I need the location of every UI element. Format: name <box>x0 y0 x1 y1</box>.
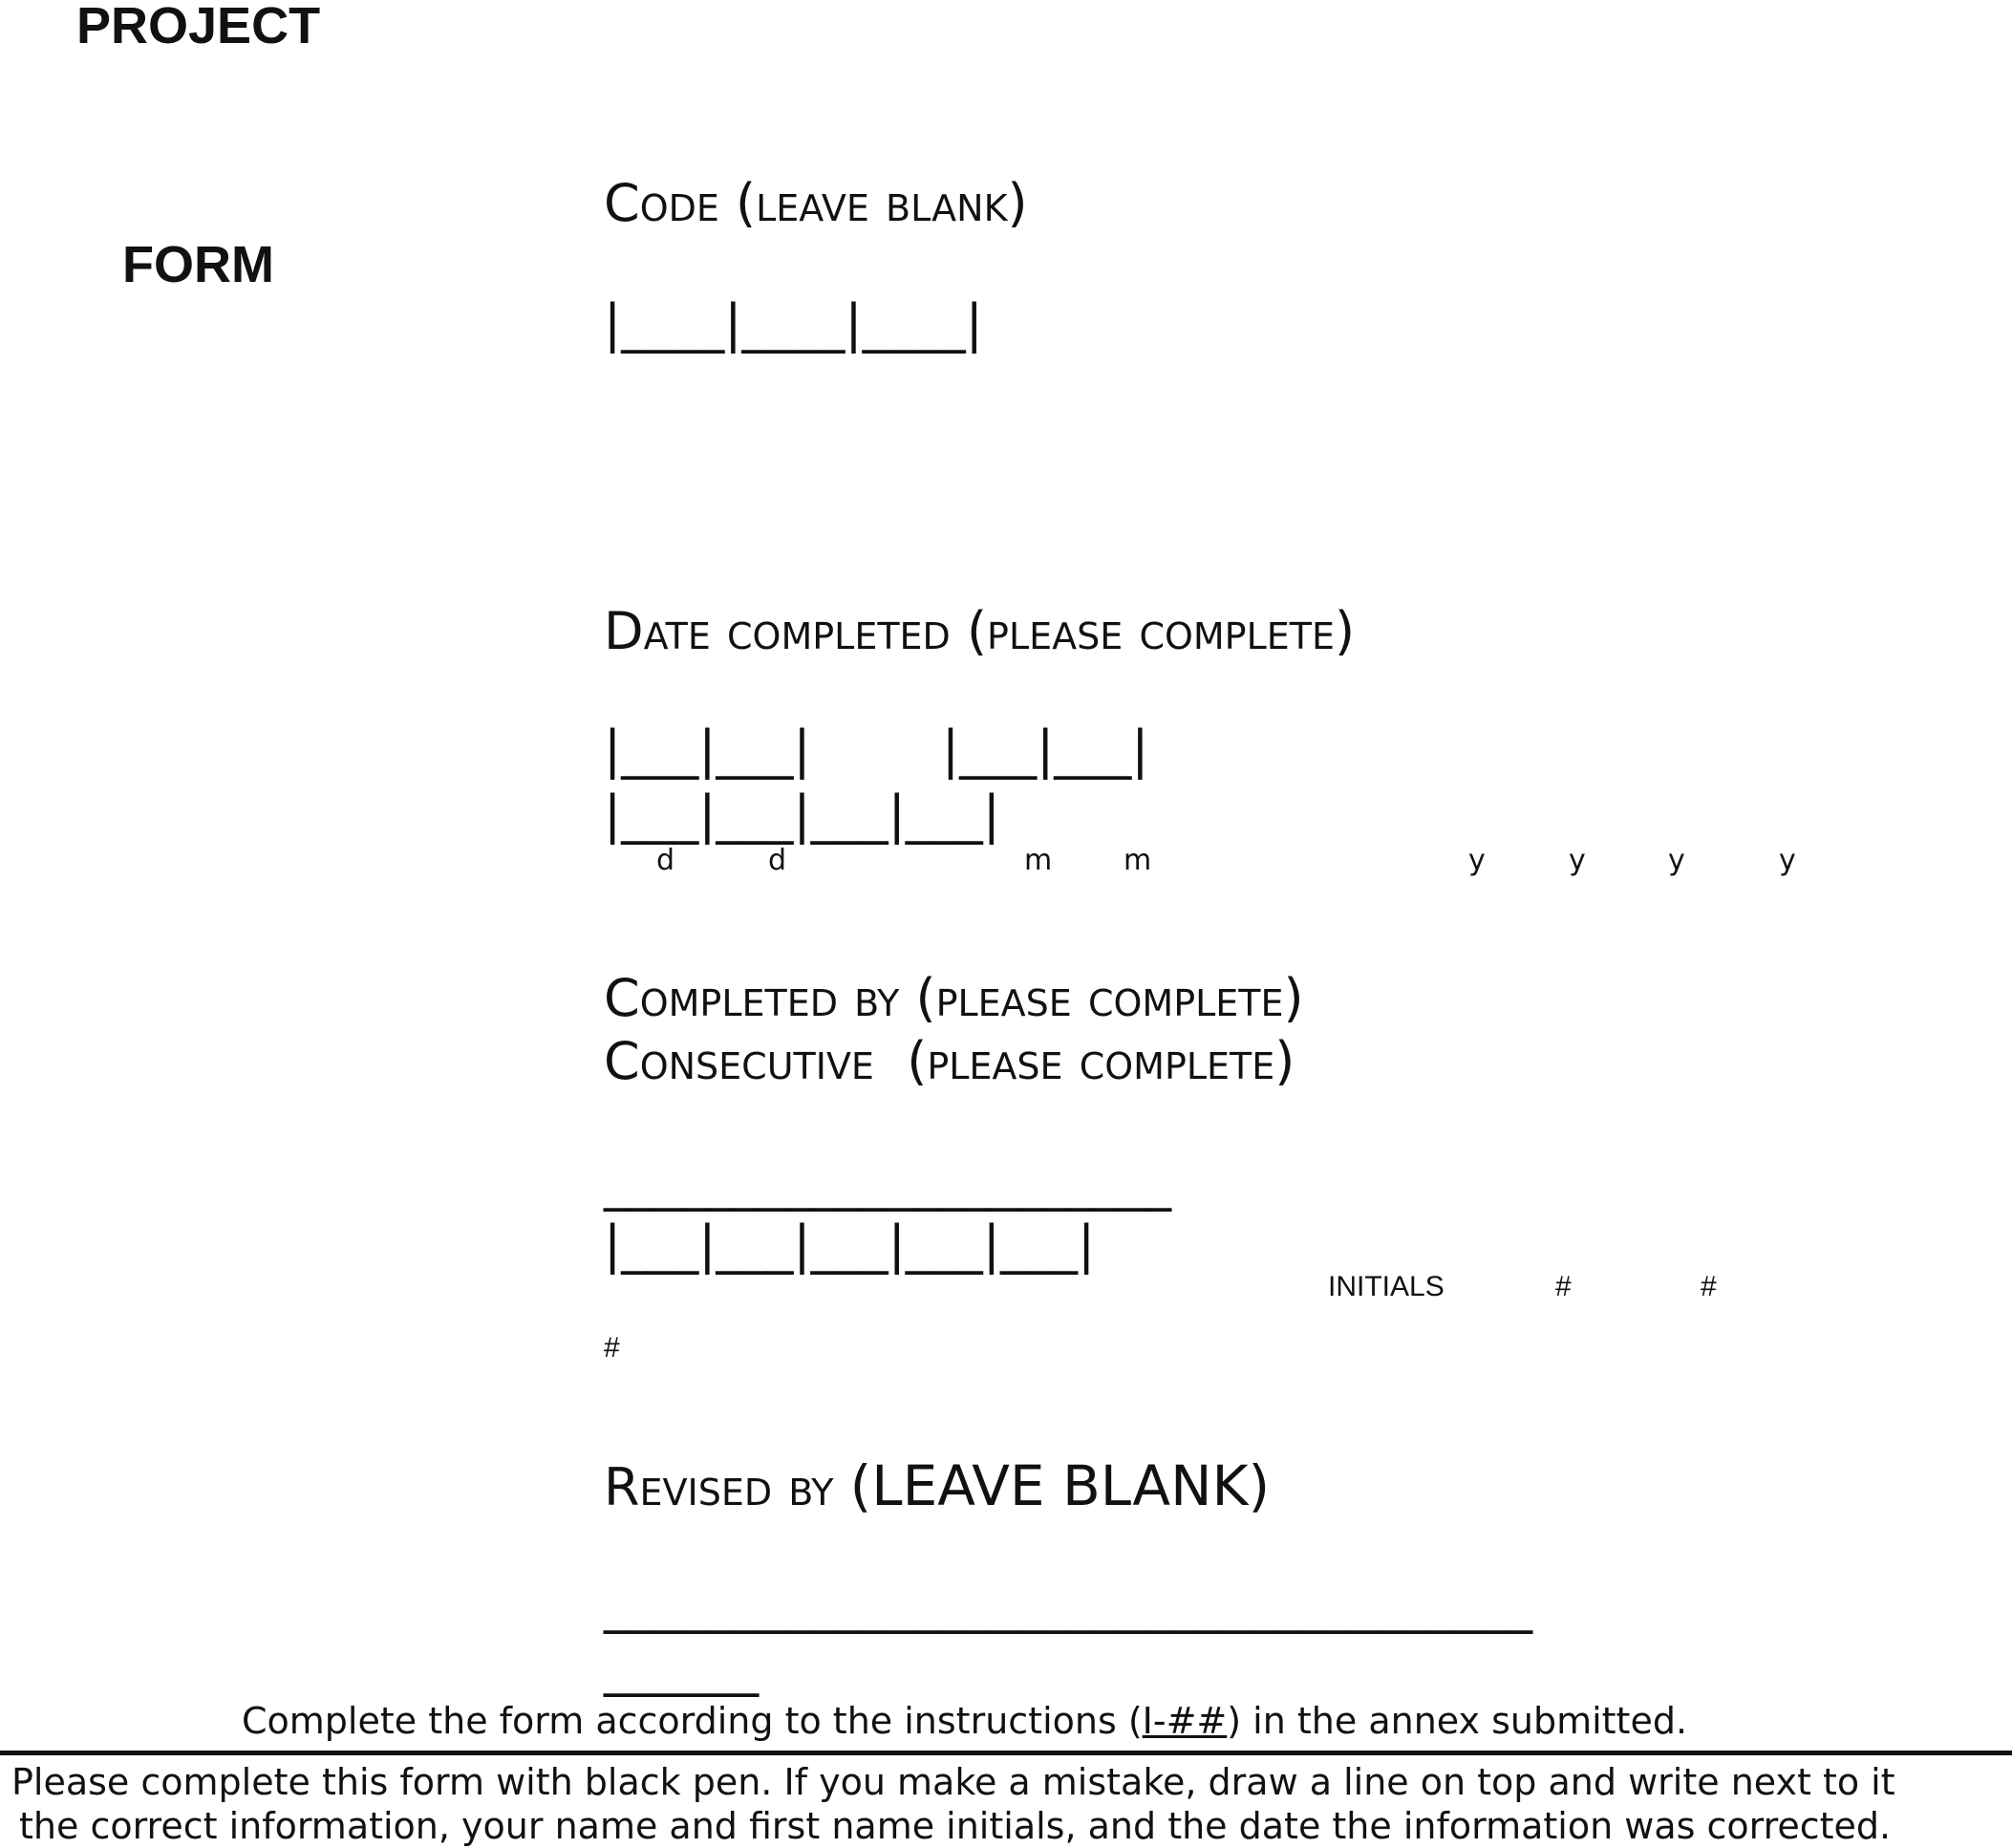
note-line-2: the correct information, your name and first name initials, and the date the information was corrected. <box>19 1805 1892 1847</box>
month-caption-2: m <box>1124 844 1152 877</box>
code-boxes[interactable]: |____|____|____| <box>604 293 983 354</box>
project-heading: PROJECT <box>76 0 321 54</box>
date-label: Date completed (please complete) <box>604 601 1356 661</box>
footer-divider <box>0 1751 2012 1755</box>
revised-label-suffix: (LEAVE BLANK) <box>849 1453 1271 1518</box>
day-caption-2: d <box>768 844 787 877</box>
code-label: Code (leave blank) <box>604 173 1028 233</box>
hash-caption-1: # <box>1555 1271 1572 1302</box>
revised-line-1[interactable]: ____________________________________ <box>604 1574 1532 1634</box>
year-caption-1: y <box>1468 844 1486 877</box>
instruction-text <box>242 1700 1688 1742</box>
completed-by-line[interactable]: ______________________ <box>604 1151 1171 1212</box>
month-caption-1: m <box>1024 844 1053 877</box>
hash-caption-2: # <box>1701 1271 1717 1302</box>
instruction-code: I-## <box>1142 1700 1228 1742</box>
initials-caption: INITIALS <box>1328 1271 1445 1302</box>
date-year-boxes[interactable]: |___|___|___|___| <box>604 784 1000 845</box>
year-caption-4: y <box>1779 844 1796 877</box>
consecutive-boxes[interactable]: |___|___|___|___|___| <box>604 1214 1096 1275</box>
revised-line-2[interactable]: ______ <box>604 1637 759 1697</box>
instruction-prefix: Complete the form according to the instructions ( <box>242 1700 1143 1742</box>
date-day-month-boxes[interactable]: |___|___| |___|___| <box>604 720 1149 780</box>
revised-label <box>604 1453 1271 1518</box>
consecutive-label: Consecutive (please complete) <box>604 1031 1295 1091</box>
year-caption-2: y <box>1569 844 1586 877</box>
hash-caption-3: # <box>604 1332 620 1364</box>
year-caption-3: y <box>1668 844 1685 877</box>
form-heading: FORM <box>122 236 274 293</box>
revised-label-prefix: Revised by <box>604 1457 834 1517</box>
completed-by-label: Completed by (please complete) <box>604 968 1304 1028</box>
instruction-suffix: ) in the annex submitted. <box>1227 1700 1688 1742</box>
note-line-1: Please complete this form with black pen. If you make a mistake, draw a line on top and write next to it <box>11 1761 1895 1803</box>
day-caption-1: d <box>656 844 675 877</box>
